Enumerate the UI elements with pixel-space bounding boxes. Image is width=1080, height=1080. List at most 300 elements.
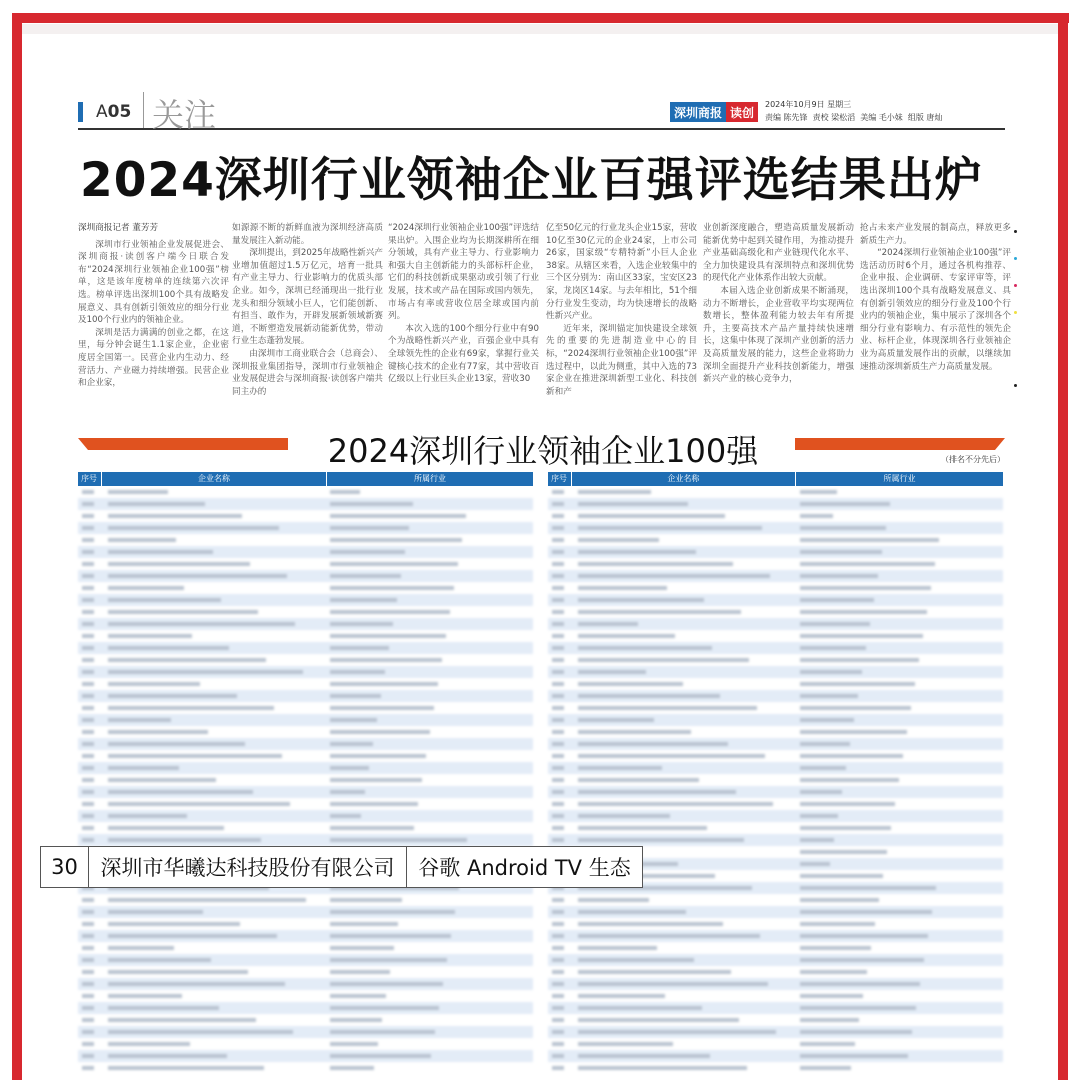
blurred-text: [578, 1066, 747, 1070]
highlight-company: 深圳市华曦达科技股份有限公司: [88, 847, 406, 887]
table-header: [548, 472, 1003, 486]
blurred-text: [82, 514, 94, 518]
table-row: [548, 966, 1003, 978]
blurred-text: [800, 574, 878, 578]
blurred-text: [82, 790, 94, 794]
blurred-text: [800, 634, 923, 638]
blurred-text: [82, 586, 94, 590]
article-paragraph: “2024深圳行业领袖企业100强”评选活动历时6个月，通过各机构推荐、企业申报、企业调研、专家评审等，评选出深圳100个具有战略发展意义、具有创新引领效应的细分行业及100个行业内的领袖企业，集中展示了深圳各个细分行业有影响力、有示范性的领先企业、标杆企业，体现深圳各行业领袖企业为高质量发展作出的贡献，以继续加速推动深圳新质生产力高质量发展。: [860, 248, 1011, 372]
blurred-text: [800, 658, 919, 662]
blurred-text: [552, 526, 564, 530]
blurred-text: [578, 958, 694, 962]
list-table-right: [548, 472, 1003, 1080]
table-row: [78, 714, 533, 726]
blurred-text: [578, 766, 662, 770]
table-row: [78, 906, 533, 918]
blurred-text: [82, 910, 94, 914]
blurred-text: [552, 730, 564, 734]
table-row: [548, 1050, 1003, 1062]
blurred-text: [800, 970, 867, 974]
table-row: [78, 774, 533, 786]
page-number: [96, 102, 131, 122]
blurred-text: [578, 658, 749, 662]
table-row: [548, 726, 1003, 738]
blurred-text: [108, 826, 224, 830]
blurred-text: [108, 1030, 293, 1034]
blurred-text: [800, 778, 899, 782]
table-row: [548, 714, 1003, 726]
blurred-text: [800, 1006, 916, 1010]
blurred-text: [82, 1066, 94, 1070]
blurred-text: [82, 742, 94, 746]
blurred-text: [578, 514, 725, 518]
blurred-text: [330, 670, 385, 674]
blurred-text: [552, 1042, 564, 1046]
blurred-text: [330, 694, 381, 698]
blurred-text: [82, 502, 94, 506]
article-paragraph: 由深圳市工商业联合会（总商会）、深圳报业集团指导，深圳市行业领袖企业发展促进会与深圳商报·读创客户端共同主办的: [232, 348, 383, 397]
reg-dot: [1014, 230, 1017, 233]
blurred-text: [578, 586, 667, 590]
blurred-text: [578, 802, 773, 806]
blurred-text: [108, 646, 229, 650]
article-body: [78, 222, 1011, 417]
table-row: [548, 666, 1003, 678]
table-row: [78, 666, 533, 678]
table-row: [548, 582, 1003, 594]
section-name: 关注: [152, 96, 217, 134]
blurred-text: [108, 790, 253, 794]
blurred-text: [82, 670, 94, 674]
blurred-text: [552, 670, 564, 674]
blurred-text: [552, 826, 564, 830]
blurred-text: [552, 790, 564, 794]
article-paragraph: 业创新深度融合，塑造高质量发展新动能新优势中起到关键作用，为推动提升产业基础高级化和产业链现代化水平、全力加快建设具有深圳特点和深圳优势的现代化产业体系作出较大贡献。: [703, 223, 854, 284]
page-header: [78, 90, 1005, 134]
blurred-text: [330, 646, 389, 650]
blurred-text: [800, 1042, 855, 1046]
issue-date: 2024年10月9日 星期三: [765, 100, 852, 109]
col-company: 企业名称: [102, 472, 327, 486]
divider: [143, 92, 144, 128]
blurred-text: [330, 502, 413, 506]
table-row: [78, 738, 533, 750]
blurred-text: [82, 958, 94, 962]
table-row: [548, 918, 1003, 930]
blurred-text: [552, 490, 564, 494]
blurred-text: [108, 730, 208, 734]
table-row: [548, 930, 1003, 942]
blurred-text: [552, 598, 564, 602]
blurred-text: [800, 718, 854, 722]
table-row: [78, 606, 533, 618]
bleed-through: [22, 24, 1058, 34]
blurred-text: [578, 562, 733, 566]
table-row: [548, 546, 1003, 558]
blurred-text: [800, 742, 850, 746]
page-frame-right: [1058, 13, 1068, 1080]
blurred-text: [108, 1018, 256, 1022]
blurred-text: [108, 682, 200, 686]
table-row: [548, 570, 1003, 582]
blurred-text: [108, 898, 306, 902]
table-row: [78, 954, 533, 966]
blurred-text: [330, 934, 451, 938]
table-row: [78, 810, 533, 822]
blurred-text: [800, 898, 879, 902]
blurred-text: [578, 694, 720, 698]
blurred-text: [82, 634, 94, 638]
article-paragraph: 深圳市行业领袖企业发展促进会、深圳商报·读创客户端今日联合发布“2024深圳行业领袖企业100强”榜单，这是该年度榜单的连续第六次评选。榜单评选出深圳100个具有战略发展意义、具有创新引领效应的细分行业及100个行业内的领袖企业。: [78, 239, 229, 326]
blurred-text: [82, 526, 94, 530]
highlighted-row: [40, 846, 643, 888]
blurred-text: [552, 838, 564, 842]
blurred-text: [108, 946, 174, 950]
blurred-text: [552, 958, 564, 962]
table-row: [78, 834, 533, 846]
blurred-text: [800, 514, 833, 518]
blurred-text: [108, 802, 290, 806]
blurred-text: [552, 658, 564, 662]
table-row: [548, 690, 1003, 702]
blurred-text: [578, 1030, 776, 1034]
blurred-text: [552, 946, 564, 950]
ranking-note: （排名不分先后）: [941, 455, 1005, 464]
article-column: [860, 222, 1011, 373]
blurred-text: [82, 802, 94, 806]
blurred-text: [82, 646, 94, 650]
blurred-text: [330, 946, 394, 950]
table-row: [78, 618, 533, 630]
table-row: [78, 522, 533, 534]
table-row: [78, 498, 533, 510]
blurred-text: [330, 1042, 378, 1046]
table-row: [78, 822, 533, 834]
table-row: [548, 498, 1003, 510]
table-rows-blurred: [548, 486, 1003, 1074]
table-row: [78, 690, 533, 702]
page-prefix: A: [96, 102, 108, 122]
blurred-text: [578, 682, 683, 686]
blurred-text: [82, 1042, 94, 1046]
blurred-text: [578, 1018, 739, 1022]
blurred-text: [552, 994, 564, 998]
blurred-text: [82, 1054, 94, 1058]
blurred-text: [578, 1054, 710, 1058]
blurred-text: [552, 934, 564, 938]
blurred-text: [108, 958, 211, 962]
table-row: [548, 1062, 1003, 1074]
blurred-text: [800, 814, 838, 818]
blurred-text: [552, 982, 564, 986]
table-row: [548, 762, 1003, 774]
table-row: [78, 582, 533, 594]
list-banner: [78, 428, 1005, 468]
table-row: [78, 486, 533, 498]
issue-meta: [765, 98, 942, 124]
table-row: [78, 966, 533, 978]
blurred-text: [800, 958, 924, 962]
blurred-text: [330, 994, 386, 998]
blurred-text: [552, 1018, 564, 1022]
blurred-text: [578, 826, 707, 830]
blurred-text: [108, 1042, 190, 1046]
blurred-text: [578, 502, 688, 506]
blurred-text: [330, 766, 369, 770]
blurred-text: [330, 790, 365, 794]
blurred-text: [108, 814, 187, 818]
blurred-text: [330, 1030, 435, 1034]
table-row: [78, 786, 533, 798]
blurred-text: [552, 706, 564, 710]
reg-dot: [1014, 257, 1017, 260]
blurred-text: [552, 646, 564, 650]
article-column: [703, 222, 854, 386]
table-row: [548, 774, 1003, 786]
table-row: [78, 930, 533, 942]
table-row: [548, 750, 1003, 762]
blurred-text: [800, 766, 846, 770]
table-row: [548, 486, 1003, 498]
table-row: [548, 834, 1003, 846]
blurred-text: [800, 646, 866, 650]
blurred-text: [578, 490, 651, 494]
table-row: [548, 630, 1003, 642]
reg-dot: [1014, 284, 1017, 287]
blurred-text: [108, 514, 242, 518]
table-row: [78, 750, 533, 762]
blurred-text: [800, 622, 870, 626]
blurred-text: [800, 862, 830, 866]
blurred-text: [800, 1018, 859, 1022]
blurred-text: [330, 658, 442, 662]
blurred-text: [552, 586, 564, 590]
table-row: [78, 678, 533, 690]
blurred-text: [108, 1066, 264, 1070]
blurred-text: [552, 922, 564, 926]
blurred-text: [578, 814, 670, 818]
blurred-text: [330, 778, 422, 782]
blurred-text: [330, 598, 397, 602]
blurred-text: [578, 574, 770, 578]
blurred-text: [108, 934, 277, 938]
blurred-text: [330, 742, 373, 746]
blurred-text: [552, 910, 564, 914]
article-column: [388, 222, 539, 386]
blurred-text: [108, 538, 176, 542]
blurred-text: [552, 814, 564, 818]
blurred-text: [330, 1054, 431, 1058]
table-row: [548, 534, 1003, 546]
table-row: [78, 762, 533, 774]
blurred-text: [800, 562, 935, 566]
blurred-text: [82, 934, 94, 938]
blurred-text: [330, 1006, 439, 1010]
article-paragraph: 近年来，深圳锚定加快建设全球领先的重要的先进制造业中心的目标，“2024深圳行业领袖企业100强”评选过程中，以此为侧重，其中入选的73家企业在推进深圳新型工业化、科技创新和产: [546, 323, 697, 397]
blurred-text: [82, 766, 94, 770]
blurred-text: [108, 754, 282, 758]
table-row: [78, 1002, 533, 1014]
blurred-text: [330, 910, 455, 914]
blurred-text: [108, 670, 303, 674]
newspaper-logo: [670, 102, 758, 122]
article-column: [232, 222, 383, 398]
blurred-text: [330, 814, 361, 818]
blurred-text: [82, 982, 94, 986]
blurred-text: [800, 706, 911, 710]
table-row: [548, 1026, 1003, 1038]
blurred-text: [82, 562, 94, 566]
blurred-text: [552, 634, 564, 638]
table-row: [548, 786, 1003, 798]
blurred-text: [330, 898, 402, 902]
blurred-text: [578, 790, 736, 794]
blurred-text: [82, 814, 94, 818]
color-registration-marks: [1014, 230, 1018, 411]
blurred-text: [800, 1066, 851, 1070]
blurred-text: [578, 946, 657, 950]
blurred-text: [578, 706, 757, 710]
blurred-text: [552, 1054, 564, 1058]
blurred-text: [800, 802, 895, 806]
page-num: 05: [107, 102, 132, 122]
blurred-text: [800, 490, 837, 494]
table-row: [78, 534, 533, 546]
article-paragraph: 深圳提出，到2025年战略性新兴产业增加值超过1.5万亿元，培育一批具有产业主导力、行业影响力的优质头部企业。如今，深圳已经涌现出一批行业龙头和细分领域小巨人，它们能创新、有担当、敢作为，开辟发展新领域新赛道，不断塑造发展新动能新优势，带动行业生态蓬勃发展。: [232, 248, 383, 347]
blurred-text: [800, 610, 927, 614]
blurred-text: [800, 670, 862, 674]
blurred-text: [82, 730, 94, 734]
blurred-text: [800, 586, 931, 590]
page-frame-left: [12, 13, 22, 1080]
blurred-text: [108, 982, 285, 986]
blurred-text: [578, 898, 649, 902]
blurred-text: [578, 910, 686, 914]
table-row: [78, 726, 533, 738]
banner-band-right: [795, 438, 1005, 450]
blurred-text: [82, 598, 94, 602]
blurred-text: [82, 826, 94, 830]
blurred-text: [82, 754, 94, 758]
blurred-text: [552, 754, 564, 758]
blurred-text: [578, 634, 675, 638]
table-row: [78, 654, 533, 666]
blurred-text: [82, 718, 94, 722]
table-row: [548, 558, 1003, 570]
blurred-text: [800, 694, 858, 698]
blurred-text: [82, 610, 94, 614]
blurred-text: [552, 610, 564, 614]
table-row: [548, 990, 1003, 1002]
logo-part1: 深圳商报: [670, 102, 726, 122]
blurred-text: [578, 922, 723, 926]
table-row: [78, 1038, 533, 1050]
blurred-text: [330, 754, 426, 758]
reg-dot: [1014, 311, 1017, 314]
article-paragraph: 如源源不断的新鲜血液为深圳经济高质量发展注入新动能。: [232, 223, 383, 246]
table-row: [548, 954, 1003, 966]
table-rows-blurred: [78, 486, 533, 1074]
table-row: [548, 618, 1003, 630]
blurred-text: [82, 994, 94, 998]
blurred-text: [800, 526, 886, 530]
blurred-text: [82, 1006, 94, 1010]
table-row: [548, 606, 1003, 618]
col-number: 序号: [78, 472, 102, 486]
blurred-text: [82, 622, 94, 626]
blurred-text: [82, 694, 94, 698]
blurred-text: [578, 838, 744, 842]
blurred-text: [800, 1030, 912, 1034]
blurred-text: [552, 718, 564, 722]
blurred-text: [800, 910, 932, 914]
blurred-text: [552, 778, 564, 782]
blurred-text: [330, 586, 454, 590]
list-title: 2024深圳行业领袖企业100强: [327, 432, 759, 470]
blurred-text: [552, 622, 564, 626]
blurred-text: [108, 694, 237, 698]
blurred-text: [82, 658, 94, 662]
blurred-text: [330, 562, 458, 566]
blurred-text: [108, 574, 287, 578]
blurred-text: [330, 682, 438, 686]
blurred-text: [82, 490, 94, 494]
table-row: [548, 942, 1003, 954]
blurred-text: [330, 634, 446, 638]
blurred-text: [330, 802, 418, 806]
blurred-text: [330, 826, 414, 830]
blurred-text: [800, 886, 936, 890]
blurred-text: [800, 598, 874, 602]
blurred-text: [108, 922, 240, 926]
blurred-text: [108, 598, 221, 602]
article-paragraph: 本次入选的100个细分行业中有90个为战略性新兴产业，百强企业中具有全球领先性的企业有69家，掌握行业关键核心技术的企业有77家，其中营收百亿级以上行业巨头企业13家，营收30: [388, 323, 539, 385]
blurred-text: [800, 730, 907, 734]
blurred-text: [552, 682, 564, 686]
blurred-text: [82, 922, 94, 926]
page-frame-top: [12, 13, 1069, 23]
blurred-text: [552, 898, 564, 902]
blurred-text: [108, 718, 171, 722]
blurred-text: [330, 1018, 382, 1022]
blurred-text: [82, 538, 94, 542]
blurred-text: [800, 922, 875, 926]
blurred-text: [552, 1006, 564, 1010]
table-row: [548, 798, 1003, 810]
blurred-text: [330, 982, 443, 986]
blurred-text: [330, 538, 462, 542]
table-row: [548, 1014, 1003, 1026]
blurred-text: [800, 790, 842, 794]
list-table-left: [78, 472, 533, 1080]
col-industry: 所属行业: [883, 474, 916, 483]
blurred-text: [330, 970, 390, 974]
blurred-text: [578, 934, 760, 938]
blurred-text: [552, 802, 564, 806]
blurred-text: [108, 634, 192, 638]
table-row: [78, 798, 533, 810]
table-row: [548, 1002, 1003, 1014]
table-row: [78, 918, 533, 930]
article-column: [546, 222, 697, 398]
blurred-text: [800, 538, 939, 542]
reg-dot: [1014, 384, 1017, 387]
blurred-text: [552, 742, 564, 746]
table-row: [78, 978, 533, 990]
article-paragraph: 本届入选企业创新成果不断涌现，动力不断增长，企业营收平均实现两位数增长，整体盈利能力较去年有所提升，主要高技术产品产量持续快速增长，这集中体现了深圳产业创新的活力及高质量发展的能力，这些企业将助力深圳全面提升产业科技创新能力，增强新兴产业的核心竞争力，: [703, 285, 854, 385]
table-row: [78, 570, 533, 582]
table-row: [78, 510, 533, 522]
